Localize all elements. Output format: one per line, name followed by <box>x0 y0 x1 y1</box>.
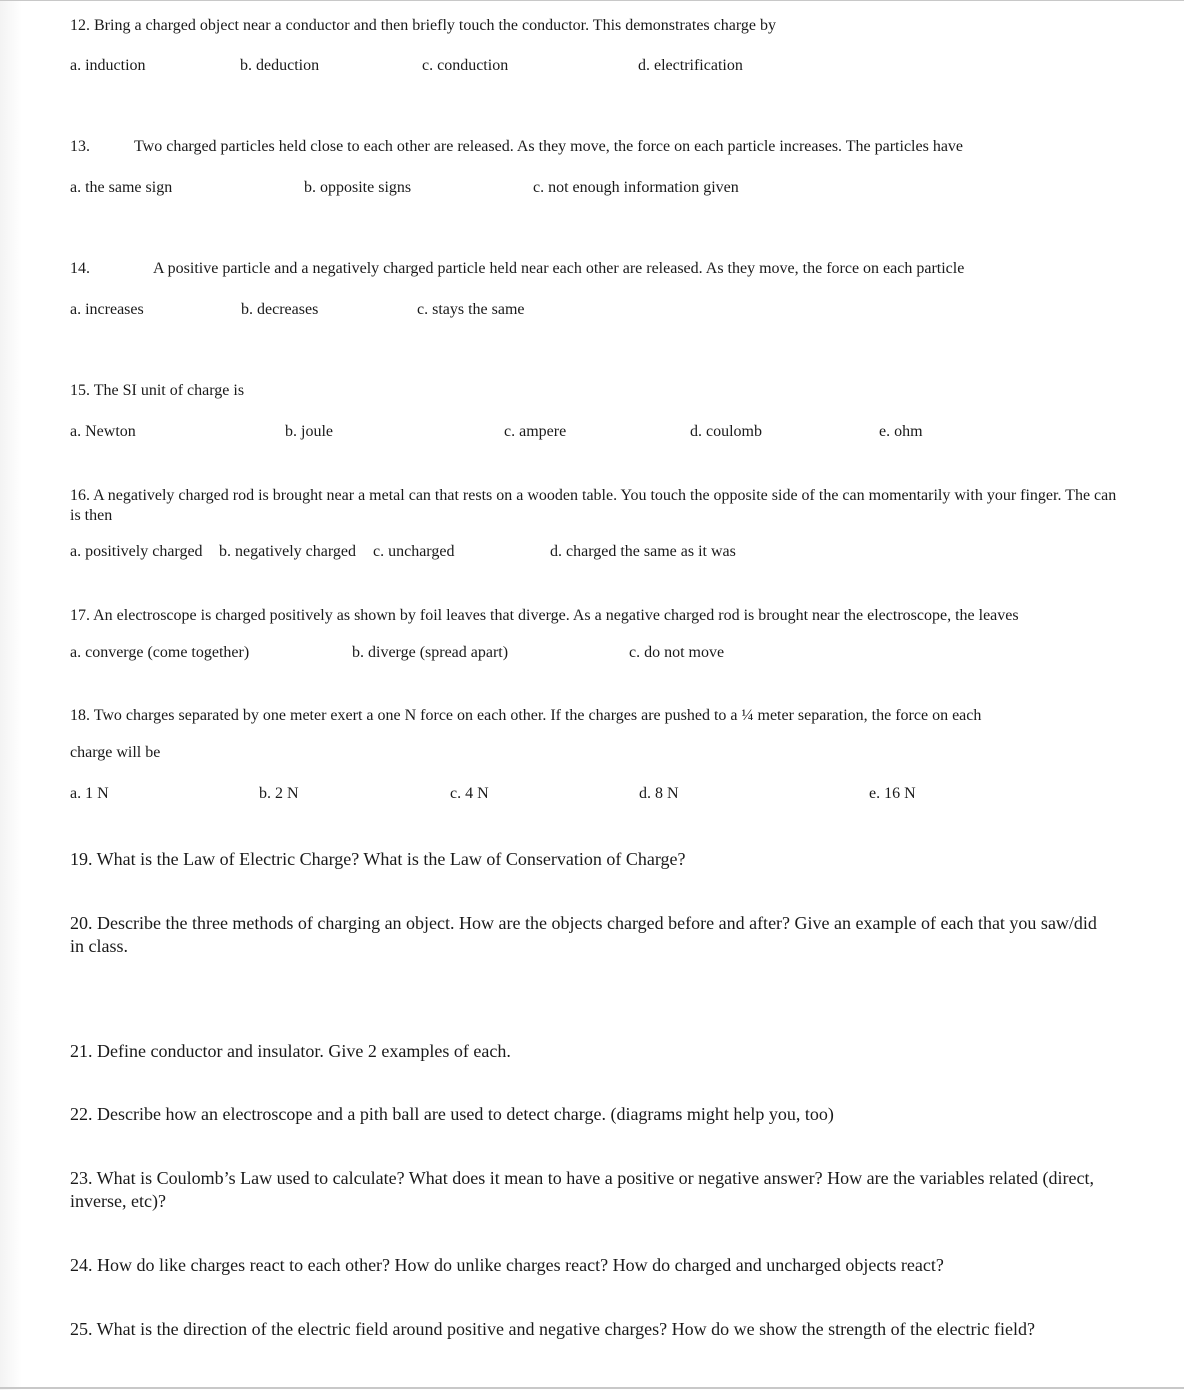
question-15-option-b: b. joule <box>285 423 333 440</box>
question-16-option-a: a. positively charged <box>70 543 203 560</box>
question-12-option-c: c. conduction <box>422 57 509 74</box>
question-12-stem: 12. Bring a charged object near a conductor and then briefly touch the conductor. This demonstrates charge by <box>70 17 776 34</box>
question-14-number: 14. <box>70 260 90 277</box>
question-14-option-b: b. decreases <box>241 301 319 318</box>
question-18-stem-line1: 18. Two charges separated by one meter exert a one N force on each other. If the charges are pushed to a ¼ meter separation, the force on each <box>70 707 982 724</box>
question-19: 19. What is the Law of Electric Charge? What is the Law of Conservation of Charge? <box>70 849 686 869</box>
question-13-number: 13. <box>70 138 90 155</box>
question-18-option-a: a. 1 N <box>70 785 109 802</box>
question-12-option-a: a. induction <box>70 57 146 74</box>
question-13-option-c: c. not enough information given <box>533 179 739 196</box>
question-21: 21. Define conductor and insulator. Give 2 examples of each. <box>70 1041 511 1061</box>
question-18-option-e: e. 16 N <box>869 785 916 802</box>
question-17-option-c: c. do not move <box>629 644 725 661</box>
question-16-option-c: c. uncharged <box>373 543 455 560</box>
question-13-option-b: b. opposite signs <box>304 179 412 196</box>
question-18-option-d: d. 8 N <box>639 785 679 802</box>
question-16-stem: 16. A negatively charged rod is brought near a metal can that rests on a wooden table. You touch the opposite side of the can momentarily with your finger. The can is then <box>70 487 1117 524</box>
question-25: 25. What is the direction of the electric field around positive and negative charges? How do we show the strength of the electric field? <box>70 1319 1036 1339</box>
question-15-option-d: d. coulomb <box>690 423 762 440</box>
question-14-stem: A positive particle and a negatively charged particle held near each other are released. As they move, the force on each particle <box>153 260 965 277</box>
question-13-stem: Two charged particles held close to each other are released. As they move, the force on each particle increases. The particles have <box>134 138 964 155</box>
question-20: 20. Describe the three methods of charging an object. How are the objects charged before and after? Give an example of each that you saw/did in class. <box>70 913 1097 956</box>
question-18-option-b: b. 2 N <box>259 785 299 802</box>
question-17-option-b: b. diverge (spread apart) <box>352 644 509 661</box>
question-12-option-b: b. deduction <box>240 57 320 74</box>
question-15-option-e: e. ohm <box>879 423 923 440</box>
question-18-stem-line2: charge will be <box>70 744 161 761</box>
question-14-option-c: c. stays the same <box>417 301 525 318</box>
question-13-option-a: a. the same sign <box>70 179 173 196</box>
top-divider <box>0 0 1184 1</box>
question-16-option-b: b. negatively charged <box>219 543 356 560</box>
question-18-option-c: c. 4 N <box>450 785 489 802</box>
question-17-stem: 17. An electroscope is charged positively as shown by foil leaves that diverge. As a negative charged rod is brought near the electroscope, the leaves <box>70 607 1019 624</box>
question-24: 24. How do like charges react to each other? How do unlike charges react? How do charged and uncharged objects react? <box>70 1255 944 1275</box>
bottom-divider <box>0 1387 1184 1389</box>
question-16-option-d: d. charged the same as it was <box>550 543 736 560</box>
question-22: 22. Describe how an electroscope and a pith ball are used to detect charge. (diagrams might help you, too) <box>70 1104 834 1124</box>
question-15-option-a: a. Newton <box>70 423 136 440</box>
question-12-option-d: d. electrification <box>638 57 743 74</box>
question-17-option-a: a. converge (come together) <box>70 644 250 661</box>
question-23: 23. What is Coulomb’s Law used to calculate? What does it mean to have a positive or negative answer? How are the variables related (direct, inverse, etc)? <box>70 1168 1094 1211</box>
question-14-option-a: a. increases <box>70 301 144 318</box>
question-15-option-c: c. ampere <box>504 423 567 440</box>
question-15-stem: 15. The SI unit of charge is <box>70 382 245 399</box>
